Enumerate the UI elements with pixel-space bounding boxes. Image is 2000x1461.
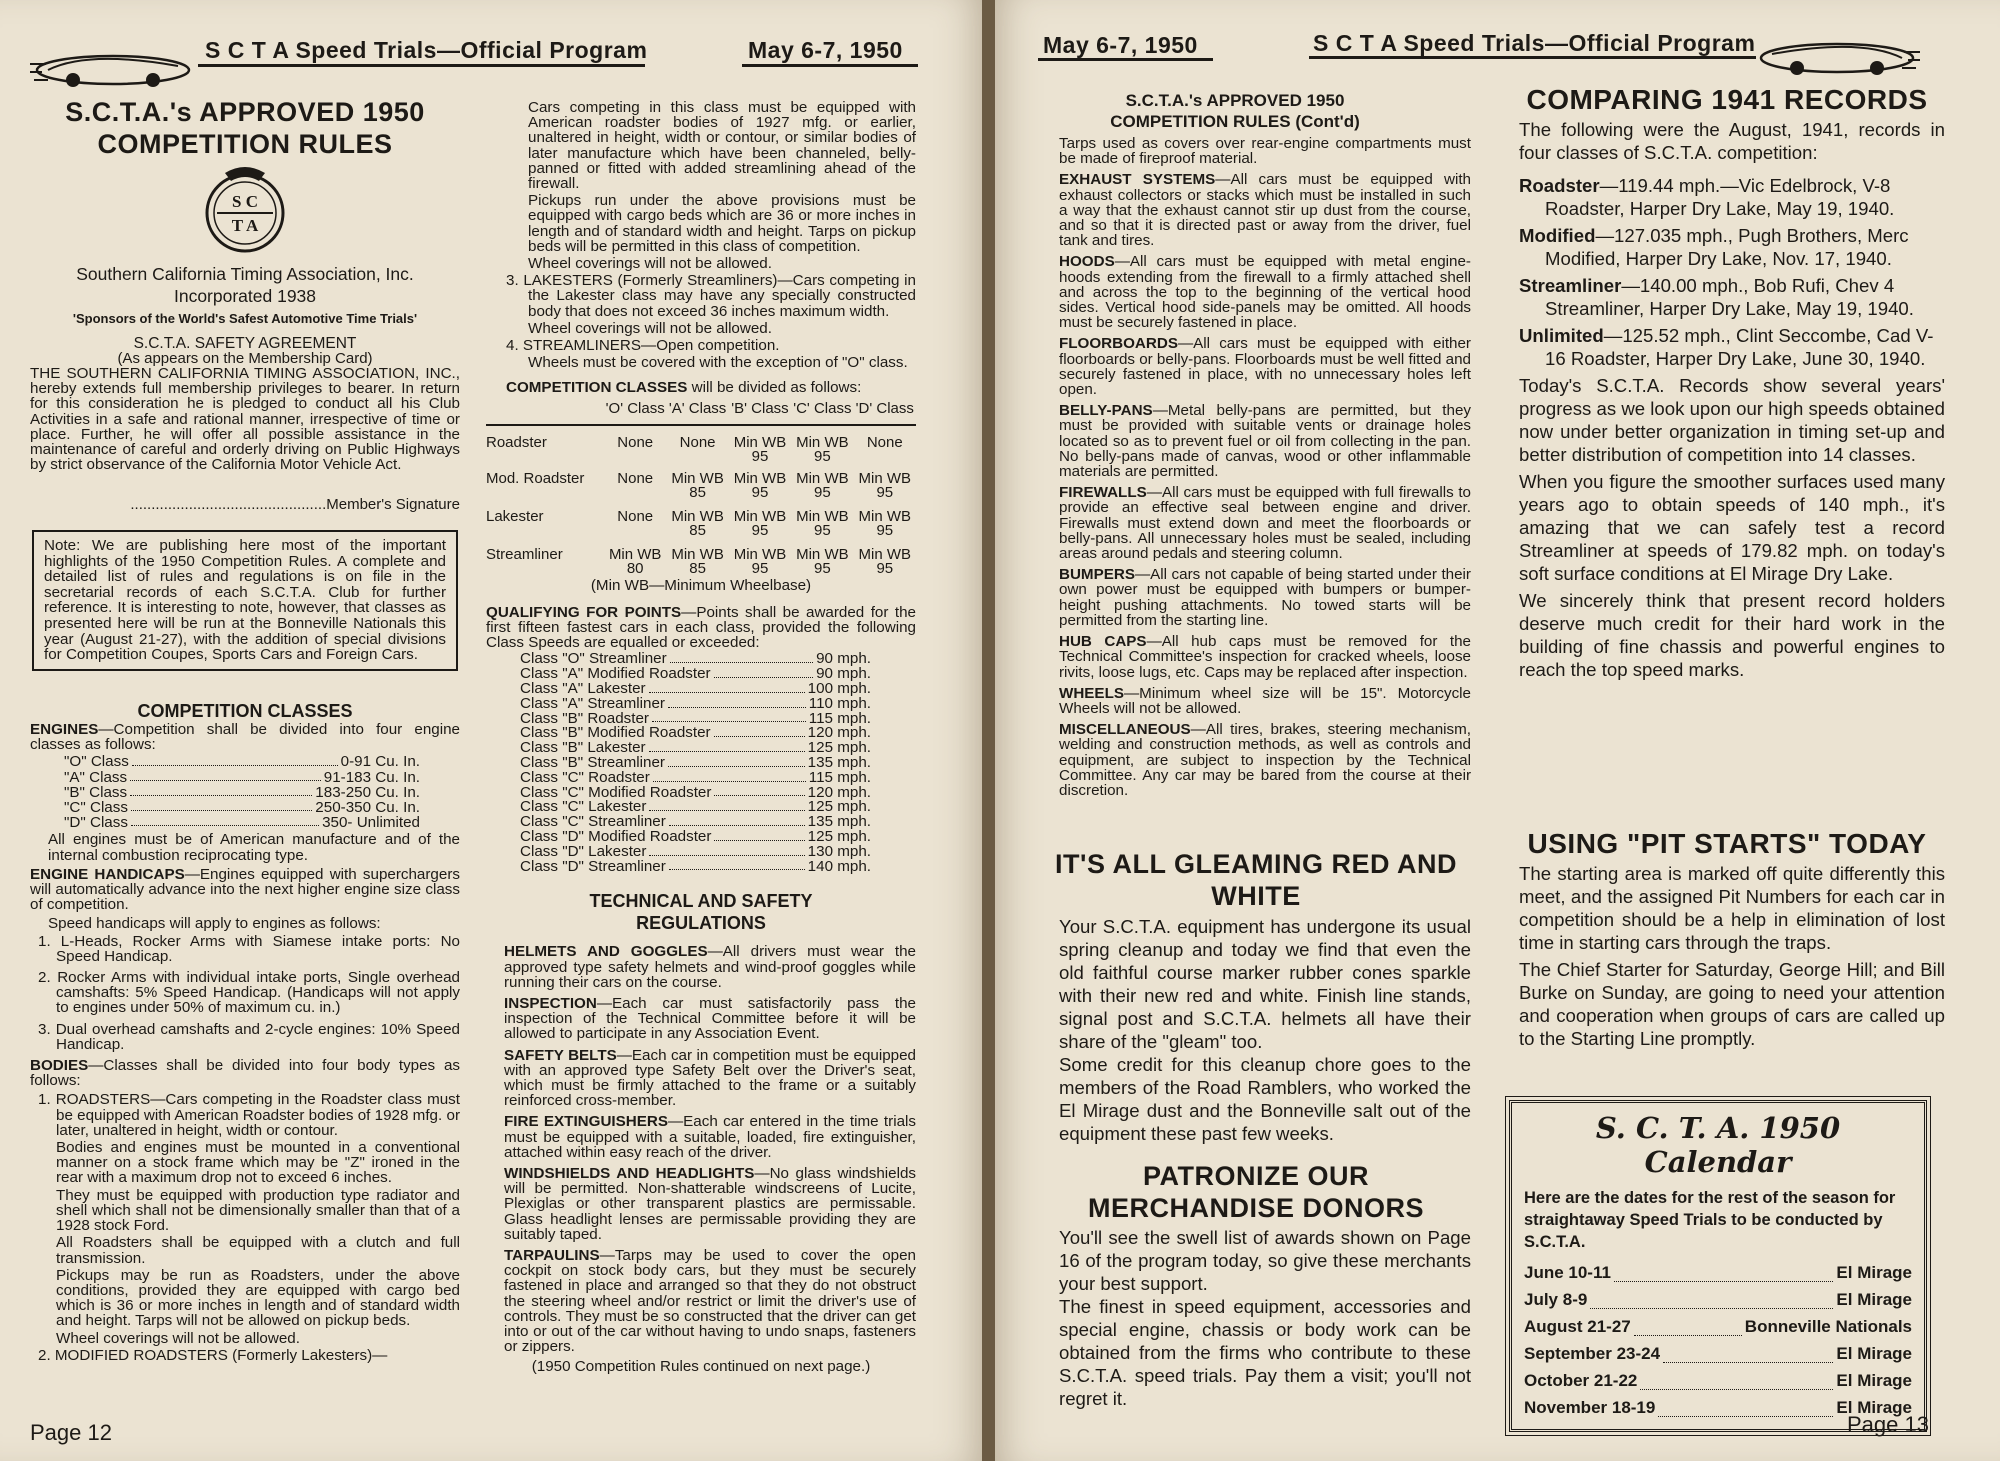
tech-label: INSPECTION: [504, 995, 597, 1013]
book-gutter: [982, 0, 995, 1461]
agreement-text: THE SOUTHERN CALIFORNIA TIMING ASSOCIATION, INC., hereby extends full membership privileges to bearer. In return for this consideration he is pledged to conduct all his Club Activities in a safe and rational manner, irrespective of time or place. Further, he will offer all possible assistance in the maintenance of careful and orderly driving on Public Highways by strict observance of the California Motor Vehicle Act.: [30, 365, 460, 474]
tech-label: HELMETS AND GOGGLES: [504, 943, 708, 961]
calendar-row: September 23-24 El Mirage: [1524, 1340, 1912, 1367]
engines-label: ENGINES: [30, 721, 99, 738]
agreement-subtitle: (As appears on the Membership Card): [117, 350, 373, 367]
table-header: 'B' Class: [729, 402, 791, 425]
record-label: Streamliner: [1519, 275, 1622, 296]
tarps-intro: Tarps used as covers over rear-engine compartments must be made of fireproof material.: [1059, 135, 1471, 168]
records-para: Today's S.C.T.A. Records show several years' progress as we look upon our high speeds obtained now under better organization in timing set-up and better distribution of competition into 14 classes.: [1519, 375, 1945, 465]
records-intro: The following were the August, 1941, records in four classes of S.C.T.A. competition:: [1519, 119, 1945, 163]
table-row: Streamliner Min WB 80 Min WB 85 Min WB 95 Min WB 95 Min WB 95: [486, 545, 912, 577]
records-body: [1501, 118, 1945, 685]
roadsters-para: Wheel coverings will not be allowed.: [56, 1329, 300, 1347]
roadsters-para: They must be equipped with production type radiator and shell which shall not be dimensionally smaller than that of a 1928 stock Ford.: [56, 1186, 460, 1235]
header-date: May 6-7, 1950: [1043, 32, 1198, 58]
table-row: Mod. Roadster None Min WB 85 Min WB 95 Min WB 95 Min WB 95: [486, 469, 912, 501]
engines-text: —Competition shall be divided into four engine classes as follows:: [30, 721, 460, 754]
rule-text: —All cars must be equipped with metal engine-hoods extending from the firewall to a firmly attached shell and across the top to the beginning of the vertical hood sides. Vertical hood side-panels may be omitted. All hoods must be securely fastened in place.: [1059, 253, 1471, 332]
rule-label: HUB CAPS: [1059, 633, 1147, 651]
tech-heading: TECHNICAL AND SAFETY REGULATIONS: [589, 891, 813, 934]
record-label: Modified: [1519, 225, 1596, 246]
gleaming-para: Some credit for this cleanup chore goes to the members of the Road Ramblers, who worked the El Mirage dust and the Bonneville salt out of the equipment these past few weeks.: [1059, 1054, 1471, 1144]
roadsters-para: 1. ROADSTERS—Cars competing in the Roadster class must be equipped with American Roadster bodies of 1928 mfg. or later, unaltered in height, width or contour.: [38, 1091, 460, 1139]
class-speed-row: Class "A" Modified Roadster 90 mph.: [520, 665, 871, 683]
table-intro-text: will be divided as follows:: [687, 379, 862, 397]
records-heading: COMPARING 1941 RECORDS: [1526, 84, 1928, 115]
header-rule: [742, 64, 918, 67]
rules-heading: S.C.T.A.'s APPROVED 1950 COMPETITION RULES: [65, 97, 425, 159]
header-title: S C T A Speed Trials—Official Program: [205, 37, 648, 63]
engine-class-row: "O" Class 0-91 Cu. In.: [64, 753, 420, 771]
handicaps-text: —Engines equipped with superchargers will automatically advance into the next higher engine size class of competition.: [30, 865, 460, 914]
rule-label: BELLY-PANS: [1059, 402, 1153, 420]
donors-heading: PATRONIZE OUR MERCHANDISE DONORS: [1087, 1161, 1425, 1223]
record-text: —127.035 mph., Pugh Brothers, Merc Modified, Harper Dry Lake, Nov. 17, 1940.: [1545, 225, 1909, 269]
table-header: 'C' Class: [791, 402, 853, 425]
rules-cont-heading: S.C.T.A.'s APPROVED 1950 COMPETITION RULES (Cont'd): [1110, 91, 1360, 131]
pit-para: The starting area is marked off quite differently this meet, and the assigned Pit Numbers for each car in competition should be a help in elimination of lost time in starting cars through the traps.: [1519, 863, 1945, 953]
tech-text: —Tarps may be used to cover the open cockpit on stock body cars, but they must be securely fastened in place and arranged so that they do not obstruct the steering wheel and/or restrict or limit the driver's use of controls. They must be so constructed that the driver can get into or out of the car without having to undo snaps, fasteners or zippers.: [504, 1247, 916, 1356]
pit-starts-heading: USING "PIT STARTS" TODAY: [1527, 828, 1927, 859]
rule-label: EXHAUST SYSTEMS: [1059, 171, 1216, 189]
calendar-intro: Here are the dates for the rest of the season for straightaway Speed Trials to be conducted by S.C.T.A.: [1524, 1189, 1896, 1251]
right-page: [995, 0, 2000, 1461]
gleaming-para: Your S.C.T.A. equipment has undergone its usual spring cleanup and today we find that even the old faithful course marker rubber cones sparkle with their new red and white. Finish line stands, signal post and S.C.T.A. helmets all have their share of the "gleam" too.: [1059, 916, 1471, 1052]
table-header: 'O' Class: [604, 402, 666, 425]
tech-text: —No glass windshields will be permitted. Non-shatterable windscreens of Lucite, Plexiglas or other transparent plastics are permissable. Glass headlight lenses are permissable providing they are suitably taped.: [504, 1165, 916, 1243]
tech-label: FIRE EXTINGUISHERS: [504, 1113, 668, 1131]
agreement-title: S.C.T.A. SAFETY AGREEMENT: [133, 335, 357, 352]
calendar-row: October 21-22 El Mirage: [1524, 1367, 1912, 1394]
tech-label: TARPAULINS: [504, 1247, 600, 1265]
rule-label: BUMPERS: [1059, 566, 1135, 584]
calendar-row: August 21-27 Bonneville Nationals: [1524, 1313, 1912, 1340]
tech-text: —Each car in competition must be equipped with an approved type Safety Belt over the Driver's seat, which must be firmly attached to the frame or a suitably reinforced cross-member.: [504, 1046, 917, 1110]
classes-heading: COMPETITION CLASSES: [137, 701, 353, 721]
class-speed-row: Class "B" Modified Roadster 120 mph.: [520, 724, 871, 742]
rule-text: —Metal belly-pans are permitted, but they must be provided with suitable vents or drainage holes located so as to prevent fuel or oil from collecting in the pan. No belly-pans made of canvas, wood or other inflammable materials are permitted.: [1059, 402, 1471, 481]
rule-text: —All cars not capable of being started under their own power must be equipped with bumpers or bumper-height pushing attachments. No towed starts will be permitted from the starting line.: [1059, 566, 1471, 629]
calendar-row: June 10-11 El Mirage: [1524, 1259, 1912, 1286]
engine-class-row: "B" Class 183-250 Cu. In.: [64, 783, 420, 801]
qualifying-label: QUALIFYING FOR POINTS: [486, 603, 682, 621]
records-para: We sincerely think that present record holders deserve much credit for their hard work in the building of fine chassis and powerful engines to reach the top speed marks.: [1519, 590, 1945, 680]
donors-body: [1041, 1226, 1471, 1410]
class-speed-row: Class "A" Lakester 100 mph.: [520, 680, 871, 698]
table-row: Lakester None Min WB 85 Min WB 95 Min WB 95 Min WB 95: [486, 507, 912, 539]
class-speed-row: Class "B" Streamliner 135 mph.: [520, 754, 871, 772]
class-speed-row: Class "C" Streamliner 135 mph.: [520, 813, 871, 831]
rule-label: HOODS: [1059, 253, 1115, 271]
class-speed-row: Class "D" Modified Roadster 125 mph.: [520, 828, 871, 846]
handicap-item: 1. L-Heads, Rocker Arms with Siamese intake ports: No Speed Handicap.: [38, 932, 460, 965]
tech-label: SAFETY BELTS: [504, 1046, 617, 1064]
streamliner-car-icon: [28, 42, 193, 92]
scta-emblem-icon: [203, 163, 287, 255]
handicaps-label: ENGINE HANDICAPS: [30, 865, 185, 883]
donors-para: The finest in speed equipment, accessories and special engine, chassis or body work can be obtained from the firms who contribute to these S.C.T.A. speed trials. Pay them a visit; you'll not regret it.: [1059, 1296, 1471, 1409]
member-signature: ...............................................Member's Signature: [130, 496, 460, 513]
class-speed-row: Class "C" Modified Roadster 120 mph.: [520, 783, 871, 801]
tech-text: —Each car must satisfactorily pass the inspection of the Technical Committee before it will be allowed to participate in any Association Event.: [504, 995, 916, 1043]
rule-label: FIREWALLS: [1059, 484, 1147, 502]
right-col1-body: [1041, 136, 1471, 800]
table-intro-label: COMPETITION CLASSES: [506, 379, 688, 397]
donors-para: You'll see the swell list of awards shown on Page 16 of the program today, so give these merchants your best support.: [1059, 1227, 1471, 1294]
lakesters-para: 3. LAKESTERS (Formerly Streamliners)—Cars competing in the Lakester class may have any specially constructed body that does not exceed 36 inches maximum width.: [506, 272, 916, 320]
rule-text: —All cars must be equipped with either floorboards or belly-pans. Floorboards must be well fitted and securely fastened in place, with no unnecessary holes left open.: [1059, 335, 1471, 399]
tech-text: —Each car entered in the time trials must be equipped with a suitable, loaded, fire extinguisher, attached within easy reach of the driver.: [504, 1113, 916, 1161]
rule-text: —Minimum wheel size will be 15". Motorcycle Wheels will not be allowed.: [1059, 684, 1471, 717]
class-speed-row: Class "D" Lakester 130 mph.: [520, 842, 871, 860]
calendar-title: S. C. T. A. 1950 Calendar: [1595, 1111, 1841, 1179]
rule-label: WHEELS: [1059, 684, 1124, 702]
modified-line: 2. MODIFIED ROADSTERS (Formerly Lakesters)—: [38, 1346, 388, 1364]
calendar-row: November 18-19 El Mirage: [1524, 1394, 1912, 1421]
class-speed-row: Class "B" Lakester 125 mph.: [520, 739, 871, 757]
roadsters-para: Bodies and engines must be mounted in a conventional manner on a stock frame which may be "Z" ironed in the rear with a maximum drop not to exceed 6 inches.: [56, 1139, 460, 1187]
engine-class-list: [30, 754, 420, 830]
modified-para: Pickups run under the above provisions must be equipped with cargo beds which are 36 or more inches in length and of standard width and height. Tarps on pickup beds will be permitted in this class of competition.: [528, 192, 916, 255]
qualifying-text: —Points shall be awarded for the first fifteen fastest cars in each class, provided the following Class Speeds are equalled or exceeded:: [486, 603, 916, 652]
calendar-row: July 8-9 El Mirage: [1524, 1286, 1912, 1313]
rule-label: MISCELLANEOUS: [1059, 721, 1191, 739]
table-header: 'D' Class: [854, 402, 916, 425]
header-rule: [1309, 56, 1756, 59]
rule-text: —All hub caps must be removed for the Technical Committee's inspection for cracked wheels, loose rivits, loose lugs, etc. Caps may be replaced after inspection.: [1059, 633, 1471, 681]
class-speed-row: Class "C" Lakester 125 mph.: [520, 798, 871, 816]
pit-starts-body: [1501, 862, 1945, 1054]
record-label: Roadster: [1519, 175, 1600, 196]
tech-text: —All drivers must wear the approved type safety helmets and wind-proof goggles while running their cars on the course.: [504, 943, 916, 991]
roadsters-para: All Roadsters shall be equipped with a clutch and full transmission.: [56, 1234, 460, 1267]
class-speed-row: Class "B" Roadster 115 mph.: [520, 709, 871, 727]
incorporated: Incorporated 1938: [173, 286, 317, 306]
svg-text:S C: S C: [232, 192, 258, 211]
roadsters-para: Pickups may be run as Roadsters, under the above conditions, provided they are equipped with cargo bed which is 36 or more inches in length and of standard width and height. Tarps will not be allowed on pickup beds.: [56, 1266, 460, 1330]
header-rule: [198, 64, 645, 67]
table-row: Roadster None None Min WB 95 Min WB 95 None: [486, 433, 903, 465]
table-header-blank: [486, 402, 604, 425]
handicap-item: 3. Dual overhead camshafts and 2-cycle engines: 10% Speed Handicap.: [38, 1020, 460, 1053]
page-number-right: Page 13: [1847, 1412, 1929, 1437]
streamliner-car-icon: [1757, 30, 1922, 80]
streamliners-para: 4. STREAMLINERS—Open competition.: [506, 337, 780, 355]
competition-classes-table: [486, 399, 916, 577]
engine-class-row: "A" Class 91-183 Cu. In.: [64, 768, 420, 786]
engine-class-row: "D" Class 350- Unlimited: [64, 814, 420, 832]
rule-text: —All cars must be equipped with exhaust collectors or stacks which must be installed in such a way that the exhaust cannot stir up dust from the course, and so that it is directed past or away from the driver, fuel tank and tires.: [1059, 171, 1471, 250]
handicap-item: 2. Rocker Arms with individual intake ports, Single overhead camshafts: 5% Speed Handicap. (Handicaps will not apply to engines under 50% of maximum cu. in.): [38, 969, 460, 1017]
left-col1-body: [30, 722, 460, 1365]
table-header: 'A' Class: [666, 402, 728, 425]
header-title: S C T A Speed Trials—Official Program: [1313, 30, 1756, 56]
class-speed-row: Class "O" Streamliner 90 mph.: [520, 650, 871, 668]
sponsors-line: 'Sponsors of the World's Safest Automotive Time Trials': [72, 311, 418, 326]
svg-text:T A: T A: [231, 216, 259, 235]
streamliners-wheel: Wheels must be covered with the exception of "O" class.: [528, 354, 908, 372]
header-date: May 6-7, 1950: [748, 37, 903, 63]
note-box: [32, 530, 458, 671]
note-text: Note: We are publishing here most of the important highlights of the 1950 Competition Rules. A complete and detailed list of rules and regulations is on file in the secretarial records of each S.C.T.A. Club for further reference. It is interesting to note, however, that classes as presented here will be run at the Bonneville Nationals this year (August 21-27), with the addition of special divisions for Competition Coupes, Sports Cars and Foreign Cars.: [44, 537, 446, 664]
rule-text: —All tires, brakes, steering mechanism, welding and construction methods, as well as controls and equipment, are subject to inspection by the Technical Committee. Any car may be bared from the course at their discretion.: [1059, 721, 1471, 799]
record-text: —119.44 mph.—Vic Edelbrock, V-8 Roadster, Harper Dry Lake, May 19, 1940.: [1545, 175, 1895, 219]
gleaming-heading: IT'S ALL GLEAMING RED AND WHITE: [1055, 849, 1457, 911]
calendar-box: [1509, 1100, 1927, 1432]
rule-label: FLOORBOARDS: [1059, 335, 1178, 353]
left-col2-body: [486, 100, 916, 1376]
rule-text: —All cars must be equipped with full firewalls to provide an effective seal between engine and driver. Firewalls must extend down and meet the floorboards or belly-pans. All unnecessary holes must be sealed, including areas around pedals and steering column.: [1059, 484, 1471, 563]
record-text: —125.52 mph., Clint Seccombe, Cad V-16 Roadster, Harper Dry Lake, June 30, 1940.: [1545, 325, 1934, 369]
left-page: [0, 0, 982, 1461]
bodies-text: —Classes shall be divided into four body types as follows:: [30, 1057, 460, 1090]
class-speed-row: Class "C" Roadster 115 mph.: [520, 768, 871, 786]
class-speed-row: Class "D" Streamliner 140 mph.: [520, 857, 871, 875]
handicaps-intro: Speed handicaps will apply to engines as follows:: [48, 915, 381, 933]
gleaming-body: [1041, 915, 1471, 1145]
modified-para: Wheel coverings will not be allowed.: [528, 255, 772, 273]
record-text: —140.00 mph., Bob Rufi, Chev 4 Streamliner, Harper Dry Lake, May 19, 1940.: [1545, 275, 1914, 319]
engines-note: All engines must be of American manufacture and of the internal combustion reciprocating type.: [48, 831, 460, 864]
continued-note: (1950 Competition Rules continued on next page.): [531, 1357, 871, 1375]
assoc-name: Southern California Timing Association, Inc.: [76, 264, 414, 284]
pit-para: The Chief Starter for Saturday, George Hill; and Bill Burke on Sunday, are going to need your attention and cooperation when groups of cars are called up to the Starting Line promptly.: [1519, 959, 1945, 1049]
class-speed-row: Class "A" Streamliner 110 mph.: [520, 694, 871, 712]
engine-class-row: "C" Class 250-350 Cu. In.: [64, 799, 420, 817]
modified-para: Cars competing in this class must be equipped with American roadster bodies of 1927 mfg. or earlier, unaltered in height, width or contour, or similar bodies of later manufacture which have been channeled, belly-panned or fitted with added streamlining ahead of the firewall.: [528, 99, 916, 193]
page-number-left: Page 12: [30, 1420, 112, 1445]
lakesters-wheel: Wheel coverings will not be allowed.: [528, 319, 772, 337]
class-speeds-list: [486, 652, 871, 874]
table-note: (Min WB—Minimum Wheelbase): [590, 576, 812, 594]
record-label: Unlimited: [1519, 325, 1604, 346]
bodies-label: BODIES: [30, 1057, 89, 1075]
header-rule: [1038, 58, 1213, 61]
tech-label: WINDSHIELDS AND HEADLIGHTS: [504, 1165, 755, 1183]
records-para: When you figure the smoother surfaces used many years ago to obtain speeds of 140 mph., it's amazing that we can safely test a record Streamliner at speeds of 179.82 mph. on today's soft surface conditions at El Mirage Dry Lake.: [1519, 471, 1945, 584]
